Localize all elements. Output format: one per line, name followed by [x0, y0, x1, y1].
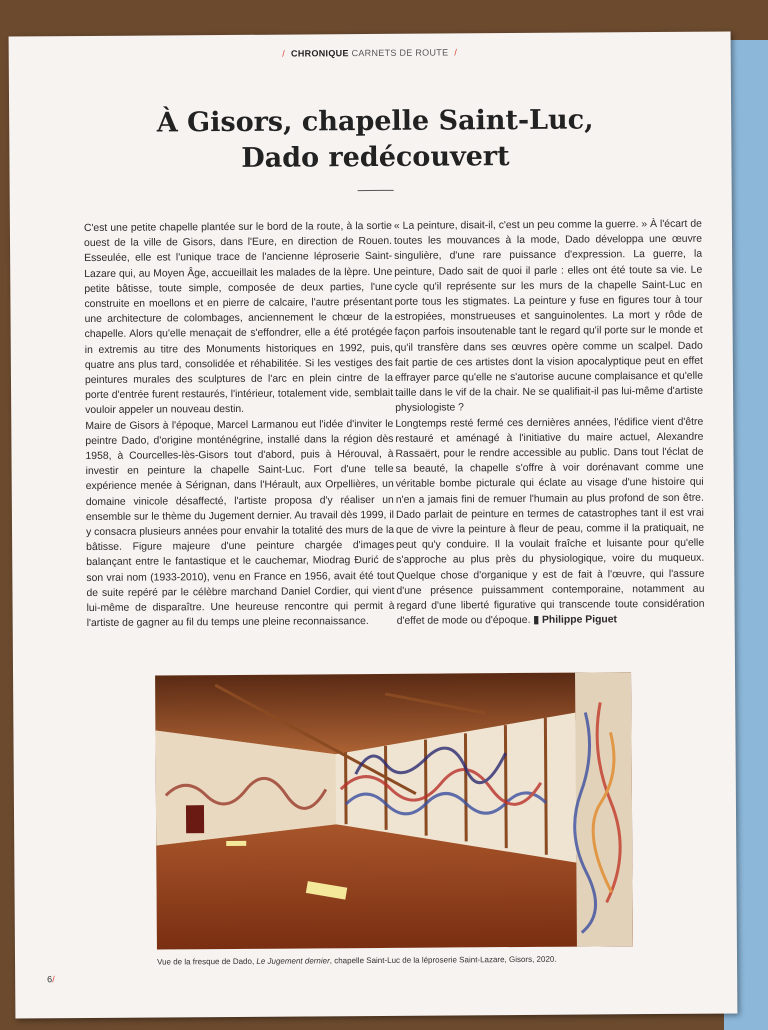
title-line-1: À Gisors, chapelle Saint-Luc,: [156, 104, 594, 139]
caption-text-end: , chapelle Saint-Luc de la léproserie Saint-Lazare, Gisors, 2020.: [329, 954, 557, 966]
title-rule: [358, 190, 394, 191]
header-section: CHRONIQUE: [290, 48, 349, 59]
paragraph: Maire de Gisors à l'époque, Marcel Larmanou eut l'idée d'inviter le peintre Dado, d'origine monténégrine, installé dans la région dès 1958, à Courcelles-lès-Gisors tout d'abord, puis à Hérouval, à investir en peinture la chapelle Saint-Luc. Fort d'une telle expérience menée à Sérignan, dans l'Hérault, aux Orpellières, un domaine vinicole désaffecté, l'artiste proposa d'y réaliser un ensemble sur le thème du Jugement dernier. Au travail dès 1999, il y consacra plusieurs années pour envahir la totalité des murs de la bâtisse. Figure majeure d'une peinture chargée d'images balançant entre le fantastique et le cauchemar, Miodrag Đurić de son vrai nom (1933-2010), venu en France en 1956, avait été tout de suite repéré par le célèbre marchand Daniel Cordier, qui vient lui-même de disparaître. Une heureuse rencontre qui permit à l'artiste de gagner au fil du temps une pleine reconnaissance.: [85, 418, 395, 630]
caption-text: Vue de la fresque de Dado,: [157, 956, 257, 967]
caption-work-title: Le Jugement dernier: [256, 956, 330, 966]
chapel-photo: [155, 672, 633, 949]
article-column-left: [84, 219, 395, 632]
chapel-fresco-image: [155, 672, 633, 949]
header-slash-right: /: [454, 47, 458, 58]
header-slash-left: /: [282, 48, 286, 59]
author-marker: ▮: [533, 615, 540, 627]
section-header: [9, 45, 731, 60]
article-column-right: [394, 217, 705, 630]
author-signature: Philippe Piguet: [541, 614, 618, 627]
folio-slash: /: [52, 974, 55, 985]
photo-caption: [157, 954, 657, 966]
paragraph: « La peinture, disait-il, c'est un peu comme la guerre. » À l'écart de toutes les mouvances à la mode, Dado développa une œuvre singulière, d'une rare puissance d'expression. La guerre, la peinture, Dado sait de quoi il parle : elles ont été toute sa vie. Le cycle qu'il représente sur les murs de la chapelle Saint-Luc en porte tous les stigmates. La peinture y fuse en figures tour à tour estropiées, monstrueuses et sanguinolentes. La mort y rôde de façon parfois insoutenable tant le regard qu'il porte sur le monde et qu'il transfère dans ses œuvres opère comme un scalpel. Dado fait partie de ces artistes dont la vision apocalyptique peut en effet effrayer parce qu'elle ne s'autorise aucune complaisance et qu'elle taille dans le vif de la chair. Ne se qualifiait-il pas lui-même d'artiste physiologiste ?: [393, 218, 704, 415]
page-number-value: 6: [47, 974, 53, 985]
paragraph: C'est une petite chapelle plantée sur le bord de la route, à la sortie ouest de la ville de Gisors, dans l'Eure, en direction de Rouen. Esseulée, elle est l'unique trace de l'ancienne léproserie Saint-Lazare qui, au Moyen Âge, accueillait les malades de la lèpre. Une petite bâtisse, toute simple, composée de deux parties, l'une construite en moellons et en pierre de calcaire, l'autre présentant une architecture de colombages, anciennement le chœur de la chapelle. Alors qu'elle menaçait de s'effondrer, elle a été protégée in extremis au titre des Monuments historiques en 1992, puis, quatre ans plus tard, consolidée et réhabilitée. Si les vestiges des peintures murales des sculptures de l'arc en plein cintre de la porte d'entrée furent restaurés, l'intérieur, totalement vide, semblait vouloir appeler un nouveau destin.: [83, 220, 394, 417]
paragraph: [395, 414, 704, 629]
header-subsection: CARNETS DE ROUTE: [351, 47, 449, 59]
magazine-page: [9, 31, 738, 1018]
paragraph-text: Longtemps resté fermé ces dernières années, l'édifice vient d'être restauré et aménagé à l'initiative du maire actuel, Alexandre Rassaërt, pour le rendre accessible au public. Dans tout l'éclat de sa beauté, la chapelle s'offre à voir dorénavant comme une véritable bombe picturale qui éclate au visage d'une histoire qui n'en a jamais fini de remuer l'humain au plus profond de son être. Dado parlait de peinture en termes de catastrophes tant il est vrai que de vivre la peinture à fleur de peau, comme il la pratiquait, ne peut qu'y conduire. Il la voulait fraîche et luisante pour qu'elle s'approche au plus près du physiologique, voire du muqueux. Quelque chose d'organique y est de fait à l'œuvre, qui l'assure d'une présence puissamment contemporaine, notamment au regard d'une liberté figurative qui transcende toute considération d'effet de mode ou d'époque.: [395, 416, 705, 628]
article-title: [69, 102, 681, 178]
title-line-2: Dado redécouvert: [241, 141, 510, 174]
page-number: [47, 974, 55, 984]
